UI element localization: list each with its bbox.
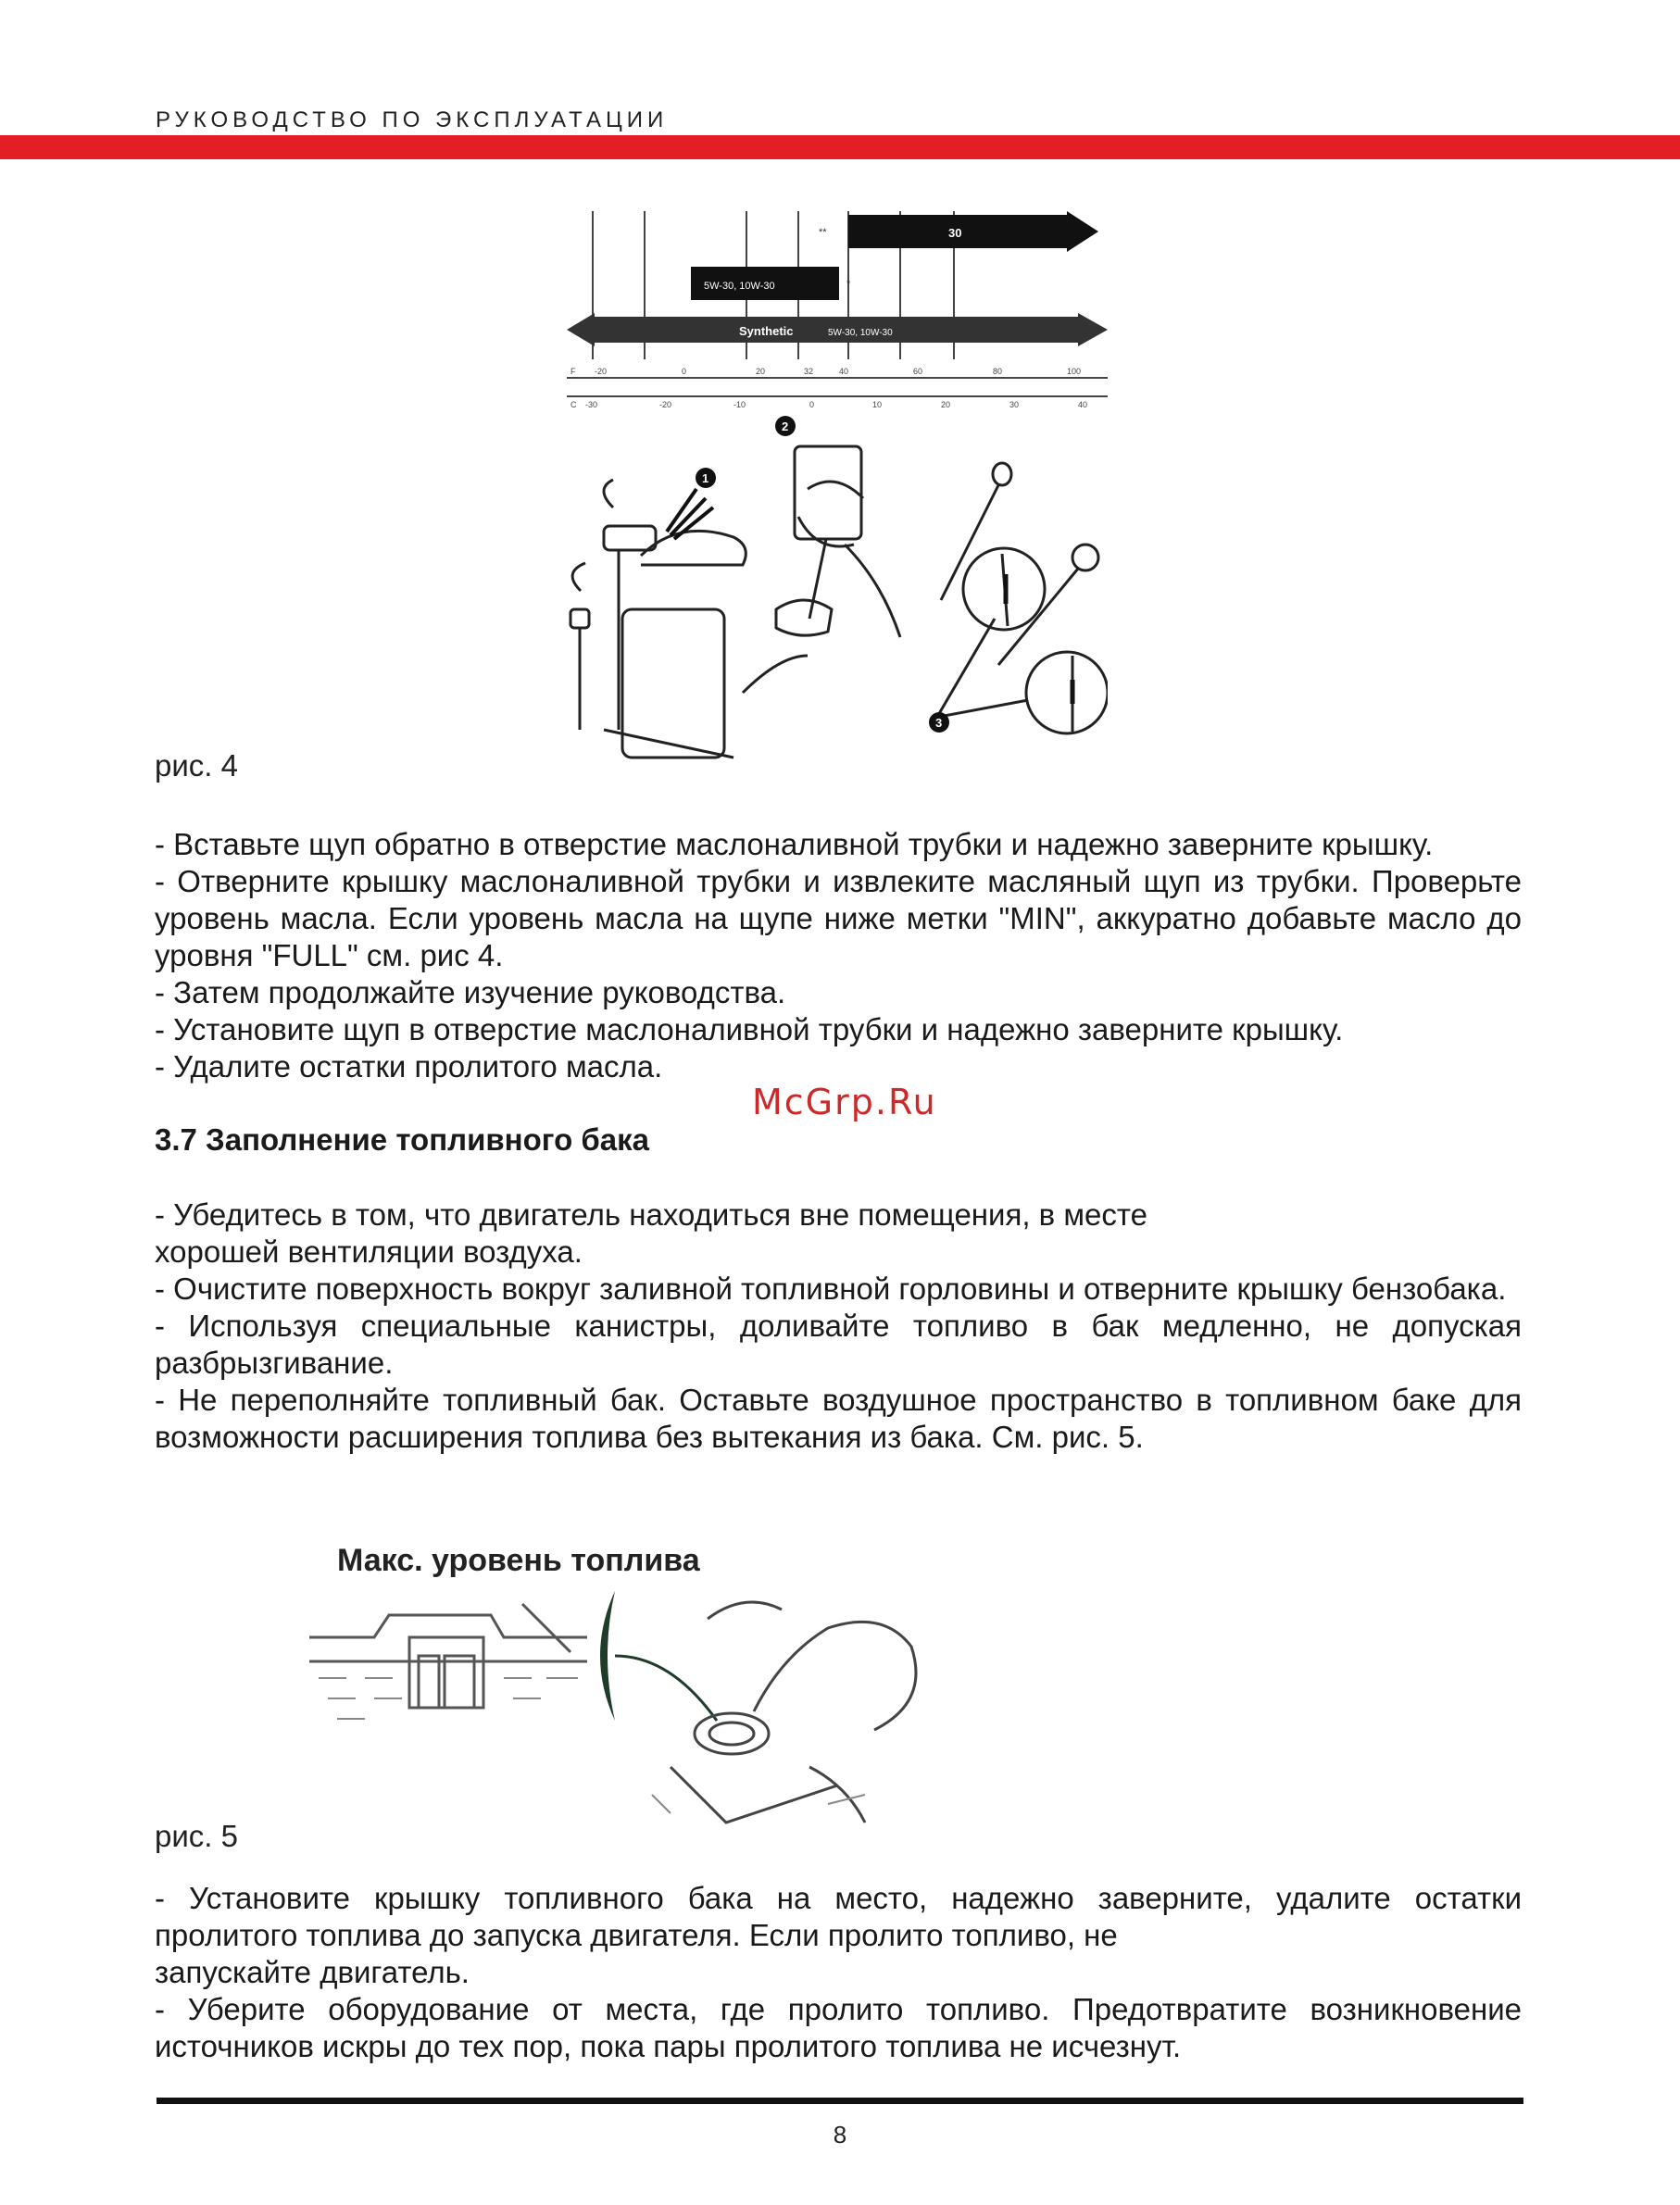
- final-step-1-line-2: пролитого топлива до запуска двигателя. Если пролито топливо, не: [155, 1918, 1118, 1952]
- figure-4-illustration: [567, 211, 1108, 765]
- fahrenheit-tick: 60: [913, 367, 923, 376]
- oil-step-3: - Затем продолжайте изучение руководства.: [155, 975, 786, 1009]
- svg-text:**: **: [819, 227, 827, 238]
- fahrenheit-tick: 100: [1067, 367, 1082, 376]
- celsius-tick: 20: [941, 400, 951, 409]
- fahrenheit-tick: 20: [756, 367, 766, 376]
- max-fuel-level-label: Макс. уровень топлива: [337, 1543, 700, 1578]
- figure-5-illustration: [309, 1526, 939, 1841]
- fahrenheit-tick: 0: [682, 367, 687, 376]
- step-marker-2: 2: [782, 420, 789, 433]
- footer-rule: [157, 2098, 1523, 2104]
- oil-chart-synthetic-label: Synthetic: [739, 324, 794, 338]
- oil-step-2: - Отверните крышку маслоналивной трубки и извлеките масляный щуп из трубки. Проверьте уровень масла. Если уровень масла на щупе ниже метки "MIN", аккуратно добавьте масло до уровня "FULL" см. рис 4.: [155, 864, 1522, 972]
- fuel-step-3: - Используя специальные канистры, доливайте топливо в бак медленно, не допуская разбрызгивание.: [155, 1309, 1522, 1380]
- svg-text:F: F: [570, 367, 576, 376]
- fuel-steps-text: [155, 1196, 1522, 1456]
- oil-chart-synthetic-grades: 5W-30, 10W-30: [828, 328, 893, 338]
- final-step-2: - Уберите оборудование от места, где пролито топливо. Предотвратите возникновение источников искры до тех пор, пока пары пролитого топлива не исчезнут.: [155, 1992, 1522, 2063]
- section-heading: 3.7 Заполнение топливного бака: [155, 1122, 650, 1157]
- oil-step-5: - Удалите остатки пролитого масла.: [155, 1049, 663, 1084]
- celsius-tick: 10: [872, 400, 883, 409]
- celsius-tick: 40: [1078, 400, 1088, 409]
- celsius-tick: -20: [659, 400, 672, 409]
- oil-chart-mid-label: 5W-30, 10W-30: [704, 281, 775, 292]
- fuel-step-2: - Очистите поверхность вокруг заливной топливной горловины и отверните крышку бензобака.: [155, 1272, 1507, 1306]
- fuel-step-1-line-2: хорошей вентиляции воздуха.: [155, 1234, 583, 1269]
- celsius-tick: -10: [733, 400, 746, 409]
- oil-chart-top-label: 30: [948, 226, 962, 240]
- celsius-tick: 30: [1009, 400, 1020, 409]
- celsius-tick: -30: [585, 400, 598, 409]
- fuel-step-4: - Не переполняйте топливный бак. Оставьте воздушное пространство в топливном баке для возможности расширения топлива без вытекания из бака. См. рис. 5.: [155, 1383, 1522, 1454]
- final-steps-text: [155, 1880, 1522, 2065]
- celsius-tick: 0: [809, 400, 815, 409]
- fahrenheit-tick: -20: [595, 367, 608, 376]
- oil-step-4: - Установите щуп в отверстие маслоналивной трубки и надежно заверните крышку.: [155, 1012, 1344, 1046]
- manual-header-title: РУКОВОДСТВО ПО ЭКСПЛУАТАЦИИ: [156, 107, 669, 132]
- oil-steps-text: [155, 826, 1522, 1085]
- fahrenheit-tick: 32: [804, 367, 814, 376]
- step-marker-1: 1: [702, 471, 709, 485]
- fahrenheit-tick: 80: [993, 367, 1003, 376]
- step-marker-3: 3: [935, 716, 943, 730]
- final-step-1-line-3: запускайте двигатель.: [155, 1955, 470, 1989]
- fuel-step-1-line-1: - Убедитесь в том, что двигатель находиться вне помещения, в месте: [155, 1197, 1148, 1232]
- final-step-1-line-1: - Установите крышку топливного бака на место, надежно заверните, удалите остатки: [155, 1881, 1522, 1915]
- header-red-band: [0, 135, 1680, 159]
- watermark: McGrp.Ru: [752, 1082, 937, 1122]
- svg-text:C: C: [570, 400, 577, 409]
- figure-5-caption: рис. 5: [155, 1819, 238, 1853]
- page-number: 8: [833, 2121, 847, 2149]
- oil-step-1: - Вставьте щуп обратно в отверстие маслоналивной трубки и надежно заверните крышку.: [155, 827, 1434, 861]
- figure-4-caption: рис. 4: [155, 748, 238, 783]
- svg-text:*: *: [846, 279, 851, 290]
- fahrenheit-tick: 40: [839, 367, 849, 376]
